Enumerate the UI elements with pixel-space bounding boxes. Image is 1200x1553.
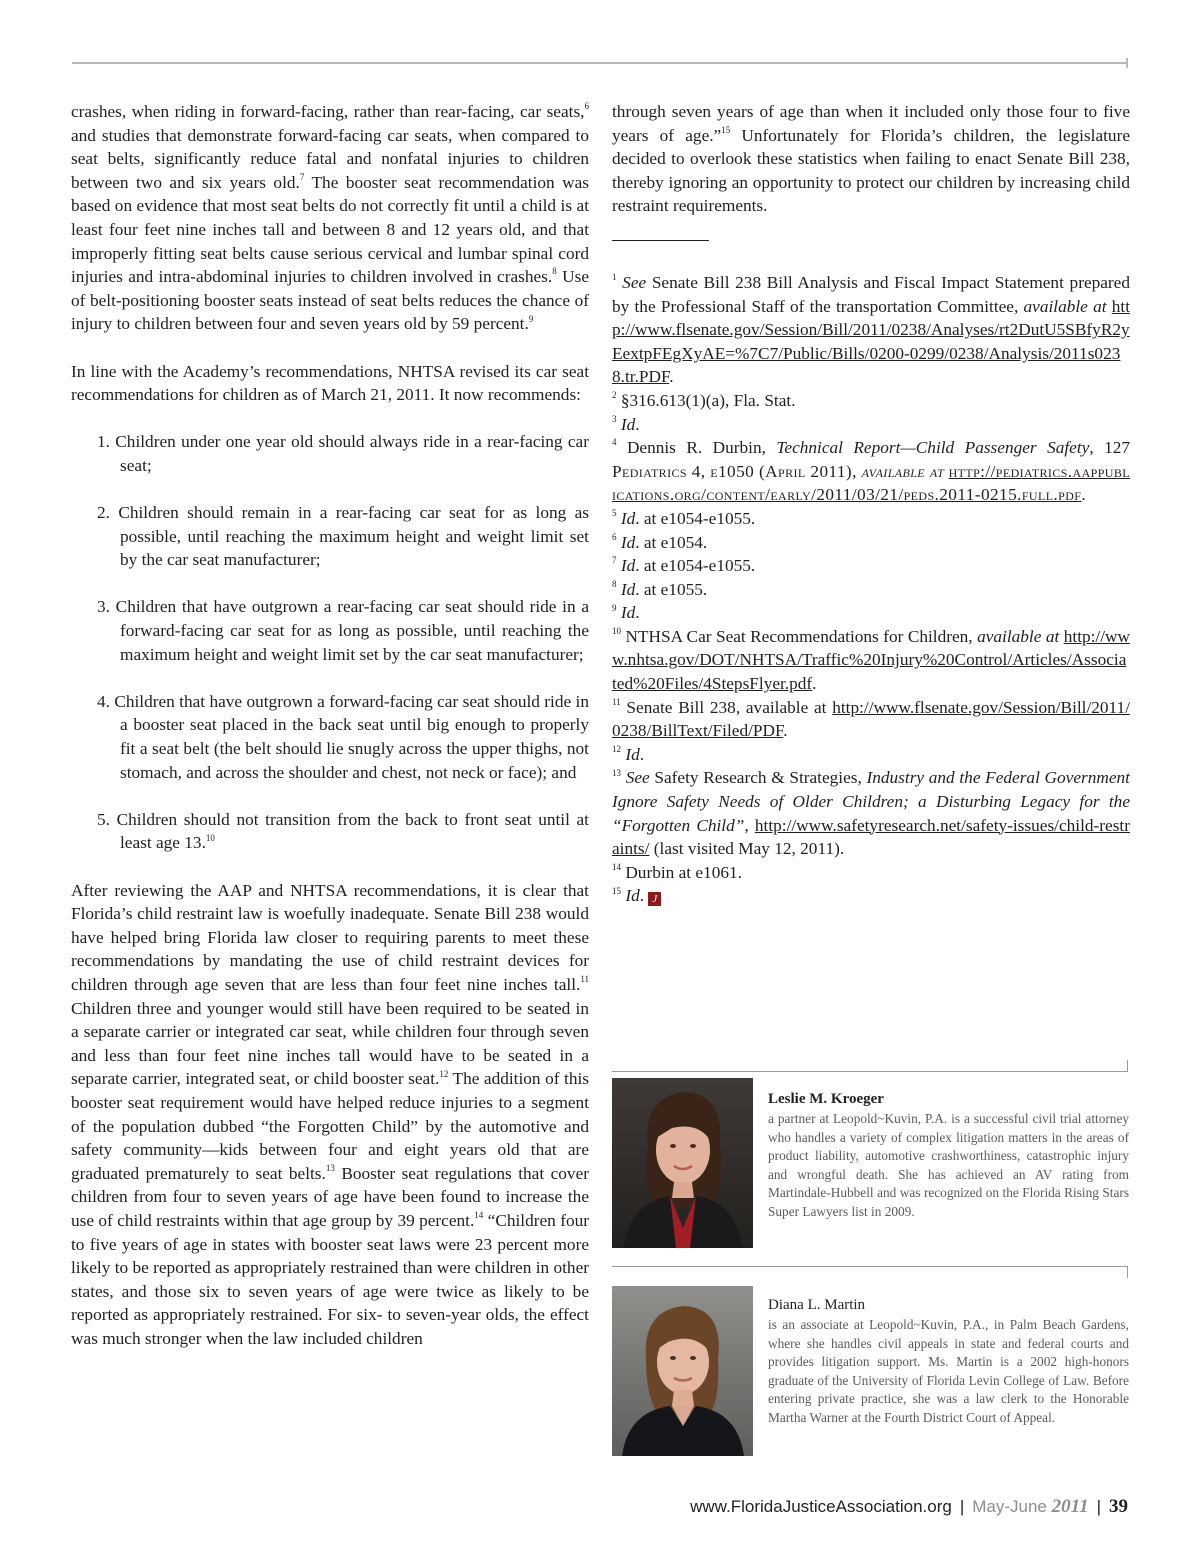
footnote: $^1$ See Senate Bill 238 Bill Analysis and Fiscal Impact Statement prepared by the Professional Staff of the transportation Committee, available at http://www.flsenate.gov/Session/Bill/2011/0238/Analyses/rt2DutU5SBfyR2yEextpFEgXyAE=%7C7/Public/Bills/0200-0299/0238/Analysis/2011s0238.tr.PDF. bbox=[612, 272, 1130, 387]
footnote: $^{14}$ Durbin at e1061. bbox=[612, 862, 742, 882]
bio-rule-tick bbox=[1127, 1266, 1128, 1278]
footer-website[interactable]: www.FloridaJusticeAssociation.org bbox=[690, 1497, 952, 1516]
footnote: $^6$ Id. at e1054. bbox=[612, 531, 708, 552]
list-item: 2. Children should remain in a rear-facing car seat for as long as possible, until reaching the maximum height and weight limit set by the car seat manufacturer; bbox=[97, 503, 589, 570]
footnote: $^{13}$ See Safety Research & Strategies, Industry and the Federal Government Ignore Safety Needs of Older Children; a Disturbing Legacy for the “Forgotten Child”, http://www.safetyresearch.net/safety-issues/child-restraints/ (last visited May 12, 2011). bbox=[612, 767, 1130, 859]
footnotes bbox=[612, 271, 1130, 908]
footnote: $^5$ Id. at e1054-e1055. bbox=[612, 508, 756, 528]
footnote: $^{12}$ Id. bbox=[612, 744, 645, 764]
author-photo-diana-martin bbox=[612, 1286, 753, 1456]
right-column bbox=[612, 100, 1130, 908]
author-name: Leslie M. Kroeger bbox=[768, 1091, 884, 1107]
footnote: $^3$ Id. bbox=[612, 413, 640, 434]
page-footer bbox=[660, 1496, 1128, 1518]
left-column bbox=[71, 100, 589, 1350]
recommendation-list bbox=[71, 430, 589, 855]
paragraph: In line with the Academy’s recommendations, NHTSA revised its car seat recommendations for children as of March 21, 2011. It now recommends: bbox=[71, 361, 589, 405]
footnote-link[interactable]: http://www.flsenate.gov/Session/Bill/2011/0238/Analyses/rt2DutU5SBfyR2yEextpFEgXyAE=%7C7/Public/Bills/0200-0299/0238/Analysis/2011s0238.tr.PDF bbox=[612, 296, 1130, 387]
list-item: 4. Children that have outgrown a forward-facing car seat should ride in a booster seat placed in the back seat until big enough to properly fit a seat belt (the belt should lie snugly across the upper thighs, not stomach, and across the shoulder and chest, not neck or face); and bbox=[97, 691, 589, 782]
author-photo-leslie-kroeger bbox=[612, 1078, 753, 1248]
footer-year: 2011 bbox=[1051, 1496, 1089, 1517]
author-name: Diana L. Martin bbox=[768, 1297, 866, 1313]
paragraph: crashes, when riding in forward-facing, rather than rear-facing, car seats,$^6$ and studies that demonstrate forward-facing car seats, when compared to seat belts, significantly reduce fatal and nonfatal injuries to children between two and six years old.$^7$ The booster seat recommendation was based on evidence that most seat belts do not correctly fit until a child is at least four feet nine inches tall and between 8 and 12 years old, and that improperly fitting seat belts cause serious cervical and lumbar spinal cord injuries and intra-abdominal injuries to children involved in crashes.$^8$ Use of belt-positioning booster seats instead of seat belts reduces the chance of injury to children between four and seven years old by 59 percent.$^9$ bbox=[71, 101, 589, 334]
header-rule-tick bbox=[1126, 58, 1128, 68]
footnote-link[interactable]: http://www.safetyresearch.net/safety-issues/child-restraints/ bbox=[612, 815, 1130, 859]
footer-separator: | bbox=[1096, 1497, 1101, 1516]
footer-issue: May-June bbox=[972, 1497, 1047, 1516]
footnote-ref: 9 bbox=[528, 313, 534, 324]
bio-rule bbox=[612, 1071, 1128, 1072]
footnote-ref: 14 bbox=[474, 1210, 484, 1221]
footnote-ref: 13 bbox=[325, 1162, 335, 1173]
footnote: $^{15}$ Id. J bbox=[612, 884, 1130, 908]
portrait-image bbox=[612, 1286, 753, 1456]
footnote-ref: 12 bbox=[439, 1068, 449, 1079]
footnote-link[interactable]: http://www.flsenate.gov/Session/Bill/2011/0238/BillText/Filed/PDF bbox=[612, 697, 1130, 741]
footnote: $^8$ Id. at e1055. bbox=[612, 578, 708, 599]
page-number: 39 bbox=[1109, 1496, 1128, 1517]
footnote-ref: 8 bbox=[552, 266, 557, 277]
author-bio-text: is an associate at Leopold~Kuvin, P.A., in Palm Beach Gardens, where she handles civil appeals in state and federal courts and provides litigation support. Ms. Martin is a 2002 high-honors graduate of the University of Florida Levin College of Law. Before entering private practice, she was a law clerk to the Honorable Martha Warner at the Fourth District Court of Appeal. bbox=[768, 1317, 1129, 1425]
list-item: 3. Children that have outgrown a rear-facing car seat should ride in a forward-facing car seat for as long as possible, until reaching the maximum height and weight limit set by the car seat manufacturer; bbox=[97, 597, 589, 664]
footnote-ref: 11 bbox=[580, 974, 589, 985]
list-item: 1. Children under one year old should always ride in a rear-facing car seat; bbox=[97, 432, 589, 475]
author-bio bbox=[768, 1088, 1129, 1222]
footnote: $^4$ Dennis R. Durbin, Technical Report—Child Passenger Safety, 127 Pediatrics 4, e1050 (April 2011), available at http://pediatrics.aappublications.org/content/early/2011/03/21/peds.2011-0215.full.pdf. bbox=[612, 437, 1130, 505]
end-of-article-icon: J bbox=[648, 892, 661, 906]
header-rule bbox=[72, 62, 1128, 64]
footnote-ref: 15 bbox=[721, 124, 731, 135]
footnote-ref: 10 bbox=[205, 832, 215, 843]
footnote: $^{10}$ NTHSA Car Seat Recommendations for Children, available at http://www.nhtsa.gov/DOT/NHTSA/Traffic%20Injury%20Control/Articles/Associated%20Files/4StepsFlyer.pdf. bbox=[612, 626, 1130, 694]
bio-rule-tick bbox=[1127, 1060, 1128, 1072]
paragraph: through seven years of age than when it included only those four to five years of age.”$^{15}$ Unfortunately for Florida’s children, the legislature decided to overlook these statistics when failing to enact Senate Bill 238, thereby ignoring an opportunity to protect our children by increasing child restraint requirements. bbox=[612, 102, 1130, 216]
footnote: $^9$ Id. bbox=[612, 602, 640, 623]
paragraph: After reviewing the AAP and NHTSA recommendations, it is clear that Florida’s child restraint law is woefully inadequate. Senate Bill 238 would have helped bring Florida law closer to requiring parents to meet these recommendations by mandating the use of child restraint devices for children through age seven that are less than four feet nine inches tall.$^{11}$ Children three and younger would still have been required to be seated in a separate carrier or integrated car seat, while children four through seven and less than four feet nine inches tall would have to be seated in a separate carrier, integrated seat, or child booster seat.$^{12}$ The addition of this booster seat requirement would have helped reduce injuries to a segment of the population dubbed “the Forgotten Child” by the automotive and safety community—kids between four and eight years old that are graduated prematurely to seat belts.$^{13}$ Booster seat regulations that cover children from four to seven years of age have been found to increase the use of child restraints within that age group by 39 percent.$^{14}$ “Children four to five years of age in states with booster seat laws were 23 percent more likely to be reported as appropriately restrained than were children in other states, and those six to seven years of age were twice as likely to be reported as appropriately restrained. For six- to seven-year olds, the effect was much stronger when the law included children bbox=[71, 880, 589, 1348]
footnote: $^{11}$ Senate Bill 238, available at http://www.flsenate.gov/Session/Bill/2011/0238/BillText/Filed/PDF. bbox=[612, 696, 1130, 741]
footnote-ref: 6 bbox=[584, 101, 589, 112]
author-bio-text: a partner at Leopold~Kuvin, P.A. is a successful civil trial attorney who handles a variety of complex litigation matters in the areas of product liability, automotive crashworthiness, catastrophic injury and wrongful death. She has achieved an AV rating from Martindale-Hubbell and was recognized on the Florida Rising Stars Super Lawyers list in 2009. bbox=[768, 1111, 1129, 1219]
footer-separator: | bbox=[959, 1497, 965, 1516]
footnote: $^2$ §316.613(1)(a), Fla. Stat. bbox=[612, 390, 796, 410]
footnote-link[interactable]: http://pediatrics.aappublications.org/content/early/2011/03/21/peds.2011-0215.full.pdf bbox=[612, 461, 1130, 505]
footnote-ref: 7 bbox=[299, 172, 305, 183]
portrait-image bbox=[612, 1078, 753, 1248]
author-bio bbox=[768, 1294, 1129, 1428]
footnote-link[interactable]: http://www.nhtsa.gov/DOT/NHTSA/Traffic%20Injury%20Control/Articles/Associated%20Files/4StepsFlyer.pdf bbox=[612, 626, 1130, 694]
bio-rule bbox=[612, 1266, 1128, 1267]
footnote: $^7$ Id. at e1054-e1055. bbox=[612, 555, 756, 576]
footnote-rule bbox=[612, 240, 709, 241]
list-item: 5. Children should not transition from the back to front seat until at least age 13.10 bbox=[97, 809, 589, 853]
